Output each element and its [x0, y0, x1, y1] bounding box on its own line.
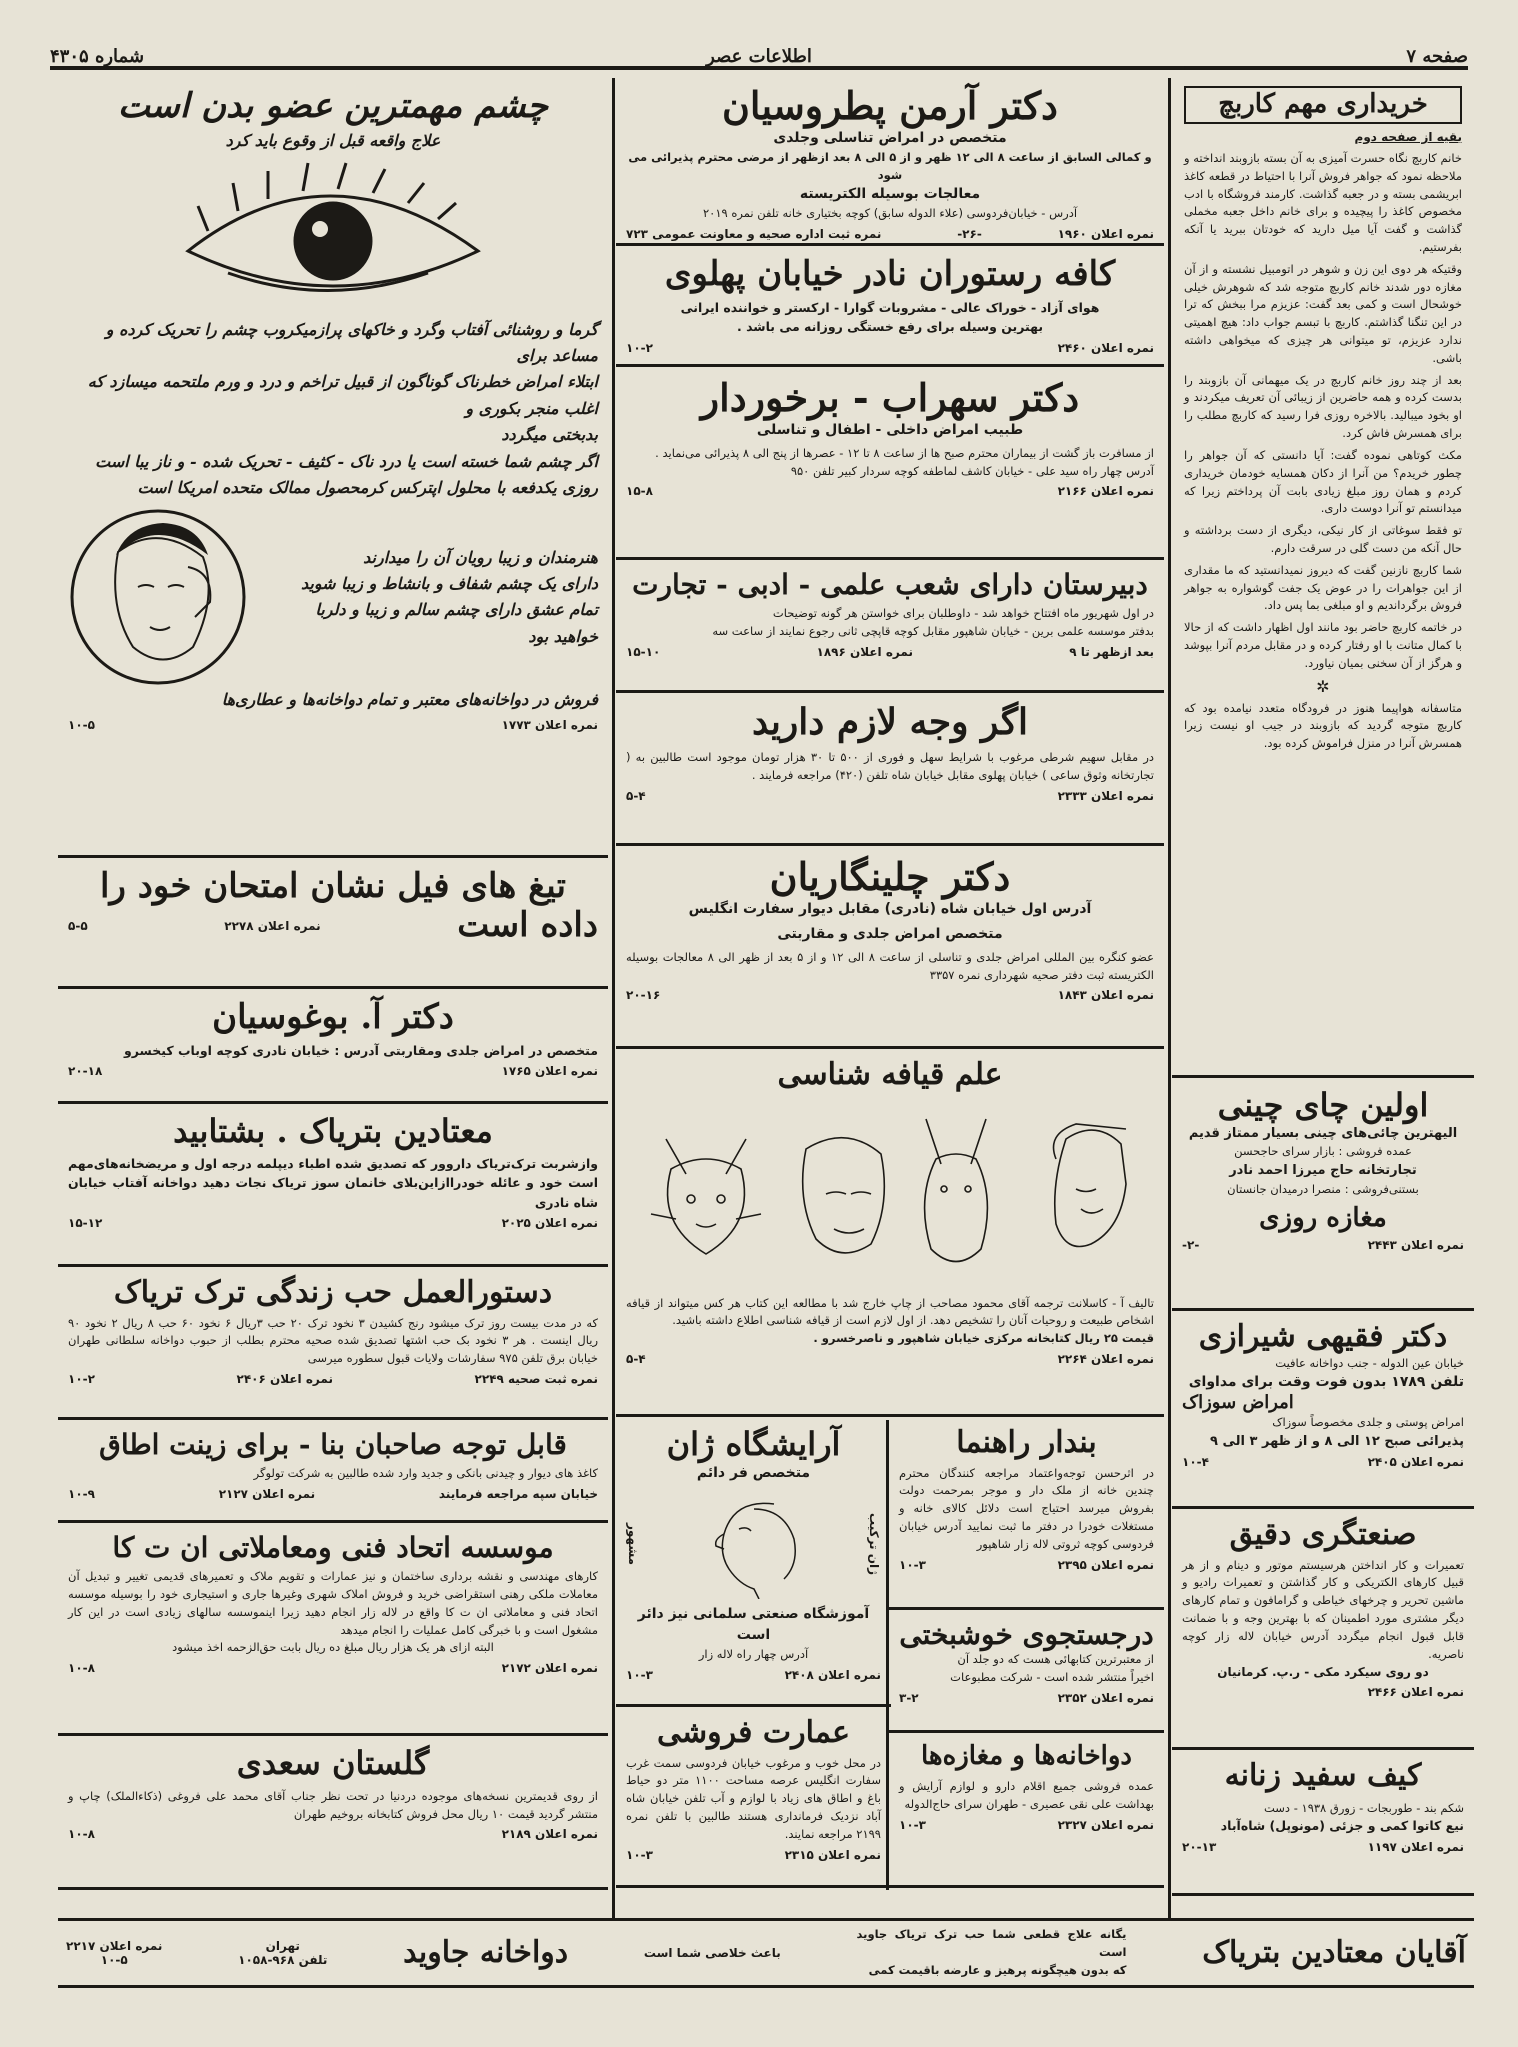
school-line: در اول شهریور ماه افتتاح خواهد شد - داوطلبان برای خواستن هر گونه توضیحات — [772, 606, 1154, 621]
ad-code: ۱۰-۳ — [899, 1817, 926, 1832]
salon-vertical-text: مشهور — [626, 1522, 640, 1565]
decor-line: خیابان سپه مراجعه فرمایند — [438, 1487, 598, 1501]
ad-code: ۱۰-۲ — [626, 340, 653, 355]
story-paragraph: تو فقط سوغاتی از کار نیکی، دیگری از دست برداشته و حال آنکه من دست گلی در سرقت دارم. — [1184, 523, 1462, 555]
footer-line: یگانه علاج قطعی شما حب ترک تریاک جاوید است — [856, 1927, 1127, 1960]
eye-line: بدبختی میگردد — [501, 425, 598, 445]
ad-code: ۵-۴ — [626, 1351, 646, 1366]
ad-code: ۱۰-۸ — [68, 1827, 95, 1842]
footer-meta — [66, 1939, 162, 1967]
page-number: صفحه ۷ — [1406, 46, 1468, 67]
union-text: کارهای مهندسی و نقشه برداری ساختمان و نیز عمارات و تقویم ملاک و تعمیرهای قدیمی تغییر و تبدیل آن معاملات ملکی رهنی استقراضی خرید و فروش املاک شهری وغیرها جاری و استیجاری خود را بوسیله موسسه اتحاد فنی و معاملاتی ان ت کا واقع در لاله زار انجام دهید زیرا اینموسسه سالهای زیادی است در این کار مشغول است و با خبرگی کامل عملیات را انجام میدهد — [68, 1569, 598, 1637]
middle-column — [616, 78, 1164, 2047]
tea-line: تجارتخانه حاج میرزا احمد نادر — [1229, 1163, 1417, 1179]
ad-code: ۱۵-۱۲ — [68, 1215, 103, 1230]
physiognomy-title: علم قیافه شناسی — [777, 1057, 1003, 1092]
eye-lower-text — [254, 545, 598, 651]
salon-illustration — [626, 1484, 881, 1604]
opium-text: وازشربت ترک‌تریاک داروور که تصدیق شده اطباء دیپلمه درجه اول و مریضخانه‌های‌مهم است خود و عائله خودراازاین‌بلای خانمان سوز تریاک نجات دهید دواخانه آفتاب خیابان شاه نادری — [68, 1155, 598, 1210]
ad-number: نمره اعلان ۲۱۷۲ — [501, 1661, 598, 1676]
opium-title: معتادین بتریاک . بشتابید — [173, 1112, 493, 1150]
student-line: اخیراً منتشر شده است - شرکت مطبوعات — [950, 1670, 1154, 1684]
story-paragraph: متاسفانه هواپیما هنوز در فرودگاه متعدد نیامده بود که کاربچ متوجه گردید که بازوبند در جیب او نیست زیرا همسرش آنرا در منزل فراموش کرده بود. — [1184, 700, 1462, 751]
eye-line: هنرمندان و زیبا رویان آن را میدارند — [363, 547, 598, 567]
faghihi-line: تلفن ۱۷۸۹ بدون فوت وقت برای مداوای — [1188, 1374, 1464, 1391]
chalengarian-text: عضو کنگره بین المللی امراض جلدی و تناسلی از ساعت ۸ الی ۱۲ و از ۵ بعد از ظهر الی ۸ معالجات بوسیله الکتریسته ثبت دفتر صحیه شهرداری نمره ۳۳۵۷ — [626, 949, 1154, 982]
tea-ad — [1172, 1081, 1474, 1311]
ad-code: ۲۰-۱۶ — [626, 988, 661, 1003]
union-title: موسسه اتحاد فنی ومعاملاتی ان ت کا — [112, 1531, 554, 1564]
chalengarian-address: آدرس اول خیابان شاه (نادری) مقابل دیوار سفارت انگلیس — [688, 900, 1092, 917]
ad-number: نمره اعلان ۲۴۶۰ — [1057, 340, 1154, 355]
sohrab-line: از مسافرت باز گشت از بیماران محترم صبح ها از ساعت ۸ تا ۱۲ - عصرها از پنج الی ۸ پذیرائی می‌نماید . — [655, 445, 1154, 460]
armen-reg: نمره ثبت اداره صحیه و معاونت عمومی ۷۲۳ — [626, 227, 882, 242]
cat-face-icon — [651, 1139, 761, 1254]
ad-number: نمره اعلان ۲۳۲۷ — [1057, 1817, 1154, 1832]
building-text: در محل خوب و مرغوب خیابان فردوسی سمت غرب سفارت انگلیس عرصه مساحت ۱۱۰۰ متر دو حیاط باغ و اطاق های زیاد با لوازم و آب تلفن خیابان شاه آباد نزدیک فرمانداری هستند طالبین با تلفن نمره ۲۱۹۹ مراجعه نمایند. — [626, 1755, 881, 1841]
woman-portrait-icon — [68, 507, 248, 687]
story-paragraph: در خاتمه کاربچ حاضر بود مانند اول اظهار داشت که از حالا با کمال متانت با او رفتار کرده و در مقابل مردم آنرا بپوشد و هرگز از آن سخنی بمیان نیاورد. — [1184, 620, 1462, 670]
bandar-text: در اثرحسن توجه‌واعتماد مراجعه کنندگان محترم چندین خانه از ملک دار و موجر بمرحمت دولت بفروش میرسد احتیاج است دلائل کالای خانه و مستغلات خودرا در دفتر ما ثبت نمایید آدرس خیابان فردوسی کوچه ثروتی لاله زار شاهپور — [899, 1465, 1154, 1551]
column-rule — [1168, 78, 1171, 1918]
column-rule — [612, 78, 615, 1918]
right-column — [1172, 78, 1474, 2047]
ad-number: نمره اعلان ۲۲۱۷ — [66, 1939, 163, 1953]
soldier-face-icon — [1054, 1124, 1127, 1247]
armen-address: آدرس - خیابان‌فردوسی (علاء الدوله سابق) کوچه بختیاری خانه تلفن نمره ۲۰۱۹ — [702, 206, 1078, 221]
school-ad — [616, 563, 1164, 693]
student-ad — [889, 1613, 1164, 1733]
ad-number: نمره اعلان ۲۰۲۵ — [501, 1215, 598, 1230]
faghihi-line: امراض پوستی و جلدی مخصوصاً سوزاک — [1272, 1415, 1464, 1429]
chalengarian-title: دکتر چلینگاریان — [769, 854, 1011, 899]
armen-ad — [616, 78, 1164, 246]
blades-ad — [58, 861, 608, 989]
story-title: خریداری مهم کاربچ — [1184, 86, 1462, 124]
bag-ad — [1172, 1753, 1474, 1896]
eye-line: ابتلاء امراض خطرناک گوناگون از قبیل تراخم و درد و ورم ملتحمه میسازد که اغلب منجر بکوری و — [87, 372, 598, 418]
ad-number: نمره اعلان ۲۴۰۶ — [236, 1371, 333, 1386]
ad-code: ۲۰-۱۸ — [68, 1064, 103, 1079]
pharmacy-ad — [889, 1736, 1164, 1888]
footer-ad — [58, 1918, 1474, 1988]
ad-number: نمره اعلان ۲۱۸۹ — [501, 1827, 598, 1842]
story-paragraph: خانم کاربچ نگاه حسرت آمیزی به آن بسته بازوبند انداخته و ملاحظه نمود که جواهر فروش آنرا با احتیاط در قطعه کاغذ ابریشمی بسته و در جعبه گذاشت. کارمند فروشگاه با ادب مخصوص کاغذ را پیچیده و برای خانم داخل جعبه مخملی گذاشت و گفت آیا میل دارید که خودتان ببرید یا آنکه بفرستیم. — [1184, 150, 1462, 254]
blades-title-2: داده است — [457, 905, 598, 946]
ad-number: نمره اعلان ۱۸۹۶ — [816, 644, 913, 659]
ad-number: نمره اعلان ۲۳۹۵ — [1057, 1557, 1154, 1572]
eye-ad — [58, 78, 608, 858]
ad-code: ۱۰-۴ — [1182, 1455, 1209, 1470]
ad-number: نمره اعلان ۲۳۳۳ — [1057, 789, 1154, 804]
money-title: اگر وجه لازم دارید — [751, 701, 1029, 743]
footer-text — [856, 1926, 1126, 1979]
ad-number: نمره اعلان ۱۷۷۳ — [501, 717, 598, 732]
ad-code: -۲۶- — [957, 227, 982, 242]
star-divider-icon: ✲ — [1316, 676, 1330, 696]
eye-line: روزی یکدفعه با محلول اپترکس کرمحصول ممالک متحده امریکا است — [137, 477, 598, 497]
faghihi-title: دکتر فقیهی شیرازی — [1198, 1319, 1448, 1354]
eye-line: تمام عشق دارای چشم سالم و زیبا و دلربا — [315, 600, 598, 620]
ad-number: نمره اعلان ۲۱۶۶ — [1057, 484, 1154, 499]
decor-title: قابل توجه صاحبان بنا - برای زینت اطاق — [99, 1428, 567, 1461]
man-face-icon — [803, 1137, 885, 1252]
salon-line: آموزشگاه صنعتی سلمانی نیز دائر است — [637, 1605, 870, 1643]
sohrab-subtitle: طبیب امراض داخلی - اطفال و تناسلی — [756, 421, 1024, 438]
story-box — [1172, 78, 1474, 1078]
pharmacy-title: دواخانه‌ها و مغازه‌ها — [920, 1741, 1133, 1771]
boghosian-ad — [58, 992, 608, 1104]
recipe-ad — [58, 1270, 608, 1420]
money-ad — [616, 696, 1164, 846]
golestan-text: از روی قدیمترین نسخه‌های موجوده دردنیا در تحت نظر جناب آقای محمد علی فروغی (ذکاءالملک) چاپ و منتشر گردید قیمت ۱۰ ریال محل فروش کتابخانه بروخیم طهران — [68, 1788, 598, 1821]
salon-title: آرایشگاه ژان — [666, 1425, 841, 1463]
footer-city: تهران — [265, 1939, 300, 1953]
split-area — [616, 1420, 1164, 1890]
union-footnote: البته ازای هر یک هزار ریال مبلغ ده ریال بابت حق‌الزحمه اخذ میشود — [172, 1640, 494, 1655]
ad-code: ۱۵-۱۰ — [626, 644, 661, 659]
clock-text: تعمیرات و کار انداختن هرسیستم موتور و دینام و از هر قبیل کارهای الکتریکی و کار گذاشتن و تعمیرات رادیو و ماشین تحریر و چرخهای خیاطی و گرامافون و تمام کارهای دیگر مشتری مورد اطمینان که با بهترین وجه و با ضمانت قابل قبول انجام میگردد آدرس خیابان لاله زار کوچه ناصریه. — [1182, 1557, 1464, 1661]
ad-number: نمره اعلان ۲۴۰۵ — [1367, 1455, 1464, 1470]
footer-contact — [238, 1939, 327, 1967]
ad-number: نمره اعلان ۱۱۹۷ — [1367, 1840, 1464, 1855]
story-paragraph: مکث کوتاهی نموده گفت: آیا دانستی که آن جواهر را چطور خریدم؟ من آنرا از دکان همسایه خودمان خریداری کردم و همان روز مبلغ زیادی بابت آن پرداختم زیرا که میدانستم تو آنرا دوست داری. — [1184, 447, 1462, 516]
physiognomy-ad — [616, 1052, 1164, 1417]
ad-number: نمره اعلان ۲۱۲۷ — [218, 1487, 316, 1501]
eye-line: فروش در دواخانه‌های معتبر و تمام دواخانه‌ها و عطاری‌ها — [221, 690, 598, 710]
registration-number: نمره ثبت صحیه ۲۲۴۹ — [474, 1371, 598, 1386]
tea-title: اولین چای چینی — [1217, 1086, 1429, 1124]
eye-line: اگر چشم شما خسته است یا درد ناک - کثیف - تحریک شده - و ناز یبا است — [95, 451, 598, 471]
salon-vertical-text: ژان ترکیب — [867, 1512, 881, 1575]
ad-number: نمره اعلان ۱۷۶۵ — [501, 1064, 598, 1079]
physiognomy-store: قیمت ۲۵ ریال کتابخانه مرکزی خیابان شاهپور و ناصرخسرو . — [813, 1331, 1154, 1346]
footer-line: باعث خلاصی شما است — [643, 1946, 781, 1960]
student-title: درجستجوی خوشبختی — [899, 1618, 1154, 1651]
ad-code: ۱۰-۲ — [68, 1371, 95, 1386]
ad-code: ۵-۵ — [68, 918, 88, 933]
bag-line: شکم بند - طوربجات - زورق ۱۹۳۸ - دست — [1264, 1800, 1464, 1815]
eye-line: گرما و روشنائی آفتاب وگرد و خاکهای پرازمیکروب چشم را تحریک کرده و مساعد برای — [105, 319, 598, 365]
ad-code: ۱۰-۸ — [68, 1661, 95, 1676]
ad-code: ۱۰-۵ — [100, 1953, 128, 1967]
ad-number: نمره اعلان ۲۴۴۳ — [1367, 1238, 1464, 1253]
ad-number: نمره اعلان ۱۹۶۰ — [1057, 227, 1154, 242]
money-text: در مقابل سهیم شرطی مرغوب با شرایط سهل و فوری از ۵۰۰ تا ۳۰ هزار تومان موجود است طالبین به ( تجارتخانه وثوق ساعی ) خیابان پهلوی مقابل خیابان شاه تلفن (۴۲۰) مراجعه فرمایند . — [626, 750, 1155, 783]
ad-code: ۱۰-۵ — [68, 717, 95, 732]
clock-ad — [1172, 1512, 1474, 1750]
recipe-title: دستورالعمل حب زندگی ترک تریاک — [113, 1275, 553, 1310]
salon-line: آدرس چهار راه لاله زار — [698, 1646, 809, 1661]
ad-code: ۱۰-۳ — [626, 1667, 653, 1682]
ad-number: نمره اعلان ۱۸۴۳ — [1057, 988, 1154, 1003]
sohrab-address: آدرس چهار راه سید علی - خیابان کاشف لماطفه کوچه سردار کبیر تلفن ۹۵۰ — [790, 463, 1154, 478]
boghosian-title: دکتر آ. بوغوسیان — [212, 997, 454, 1037]
paper-name: اطلاعات عصر — [706, 46, 812, 67]
boghosian-text: متخصص در امراض جلدی ومقاربتی آدرس : خیابان نادری کوچه اوباب کیخسرو — [123, 1043, 598, 1059]
ad-number: نمره اعلان ۲۳۱۵ — [784, 1847, 881, 1862]
bandar-ad — [889, 1420, 1164, 1610]
eye-subtitle: علاج واقعه قبل از وقوع باید کرد — [225, 131, 441, 151]
armen-line: و کمالی السابق از ساعت ۸ الی ۱۲ ظهر و از ۵ الی ۸ بعد ازظهر از مرضی محترم پذیرائی می شود — [628, 149, 1152, 182]
eye-illustration — [168, 161, 498, 311]
building-ad — [616, 1710, 891, 1888]
building-title: عمارت فروشی — [656, 1715, 851, 1750]
salon-subtitle: متخصص فر دائم — [696, 1464, 811, 1481]
ad-number: نمره اعلان ۲۲۷۸ — [224, 918, 321, 933]
eye-lower — [68, 507, 598, 687]
salon-ad — [616, 1420, 891, 1707]
ad-number: نمره اعلان ۲۴۶۶ — [1367, 1685, 1464, 1700]
footer-pharmacy-name: دواخانه جاوید — [403, 1934, 569, 1970]
armen-subtitle: متخصص در امراض تناسلی وجلدی — [773, 129, 1007, 146]
ad-number: نمره اعلان ۲۳۵۲ — [1057, 1690, 1154, 1705]
woman-profile-icon — [694, 1489, 814, 1599]
tea-subtitle: الیهترین چائی‌های چینی بسیار ممتاز قدیم — [1188, 1125, 1458, 1141]
decor-ad — [58, 1423, 608, 1523]
footer-phone: تلفن ۹۶۸-۱۰۵۸ — [238, 1953, 328, 1967]
story-paragraph: شما کاربچ نازنین گفت که دیروز نمیدانستید که ما مقداری از این جواهرات را در عوض یک جفت گوشواره به جواهر فروش برگرداندیم و او مبلغی بما پس داد. — [1184, 562, 1462, 613]
ad-number: نمره اعلان ۲۲۶۴ — [1057, 1351, 1154, 1366]
golestan-title: گلستان سعدی — [236, 1744, 430, 1782]
student-line: از معتبرترین کتابهائی هست که دو جلد آن — [957, 1652, 1154, 1667]
school-line: بدفتر موسسه علمی برین - خیابان شاهپور مقابل کوچه قاپچی ثانی رجوع نمایند از ساعت سه — [712, 624, 1154, 638]
faghihi-ad — [1172, 1314, 1474, 1509]
faghihi-line: خیابان عین الدوله - جنب دواخانه عافیت — [1275, 1355, 1464, 1370]
sohrab-title: دکتر سهراب - برخوردار — [700, 375, 1080, 420]
eye-title: چشم مهمترین عضو بدن است — [117, 86, 549, 126]
recipe-text: که در مدت بیست روز ترک میشود رنج کشیدن ۳ نخود ترک ۲۰ حب ۳ریال ۶ نخود ۶۰ حب ۸ ریال ۲ نخود ۹۰ ریال اینست . هر ۳ نخود بک حب اشتها تصدیق شده صحیه محترم بطلب از حبوب دواخانه سلطانی طهران خیابان برق تلفن ۹۷۵ سفارشات ولایات قبول سطوره میرسی — [68, 1315, 599, 1366]
chalengarian-ad — [616, 849, 1164, 1049]
union-ad — [58, 1526, 608, 1736]
ad-code: ۳-۲ — [899, 1690, 919, 1705]
school-hours: بعد ازظهر تا ۹ — [1069, 644, 1154, 659]
ad-code: ۱۰-۹ — [68, 1487, 95, 1501]
story-paragraph: وقتیکه هر دوی این زن و شوهر در اتومبیل نشسته و از آن مغازه دور شدند خانم کاربچ متوجه شد که شوهرش خیلی خوشحال است و کمی بعد گفت: عزیزم مرا ببخش که ترا در این تنگنا گذاشتم. کاربچ با تبسم جواب داد: هیچ اهمیتی ندارد عزیزم، تو میتوانی هر چیزی که میخواهی داشته باشی. — [1184, 261, 1462, 365]
chalengarian-subtitle: متخصص امراض جلدی و مقاربتی — [777, 925, 1003, 942]
cafe-line: هوای آزاد - خوراک عالی - مشروبات گوارا - ارکستر و خواننده ایرانی — [680, 300, 1100, 316]
opium-ad — [58, 1107, 608, 1267]
ad-code: ۲۰-۱۳ — [1182, 1840, 1217, 1855]
ad-code: ۱۰-۳ — [899, 1557, 926, 1572]
cafe-title: کافه رستوران نادر خیابان پهلوی — [664, 254, 1116, 294]
issue-number: شماره ۴۳۰۵ — [50, 46, 145, 67]
left-column — [58, 78, 608, 2047]
ad-code: ۱۵-۸ — [626, 484, 653, 499]
school-title: دبیرستان دارای شعب علمی - ادبی - تجارت — [632, 568, 1148, 601]
ad-code: ۵-۴ — [626, 789, 646, 804]
clock-signature: دو روی سیکرد مکی - ر.پ. کرمانیان — [1217, 1665, 1429, 1680]
tea-line: بستنی‌فروشی : منصرا درمیدان جانستان — [1227, 1181, 1419, 1196]
armen-line: معالجات بوسیله الکتریسته — [799, 186, 981, 203]
bandar-title: بندار راهنما — [956, 1425, 1097, 1460]
armen-title: دکتر آرمن پطروسیان — [722, 83, 1058, 128]
ad-number: نمره اعلان ۲۴۰۸ — [784, 1667, 881, 1682]
tea-shop-name: مغازه روزی — [1259, 1203, 1387, 1234]
eye-line: خواهید بود — [528, 626, 598, 646]
faghihi-line: امراض سوزاک — [1182, 1392, 1294, 1414]
footer-title: آقایان معتادین بتریاک — [1202, 1934, 1466, 1970]
cafe-ad — [616, 249, 1164, 367]
faces-illustration — [626, 1099, 1154, 1289]
blades-title: تیغ های فیل نشان امتحان خود را — [100, 866, 566, 906]
sohrab-ad — [616, 370, 1164, 560]
physiognomy-text: تالیف آ - کاسلانت ترجمه آقای محمود مصاحب از چاپ خارج شد با مطالعه این کتاب هر کس میتواند از قیافه اشخاص طبیعت و روحیات آنان را تشخیص دهد. از اول لازم است از قیافه شناسی اطلاع داشته باشید. — [626, 1295, 1154, 1328]
ad-code: ۱۰-۳ — [626, 1847, 653, 1862]
blades-row — [68, 906, 598, 945]
bag-title: کیف سفید زنانه — [1224, 1758, 1422, 1793]
faghihi-hours: پذیرائی صبح ۱۲ الی ۸ و از ظهر ۳ الی ۹ — [1210, 1433, 1464, 1449]
bag-line: نیع کاتوا کمی و جزئی (مونوپل) شاه‌آباد — [1220, 1818, 1464, 1834]
clock-title: صنعتگری دقیق — [1229, 1517, 1417, 1552]
eye-line: دارای یک چشم شفاف و بانشاط و زیبا شوید — [301, 573, 598, 593]
cafe-line: بهترین وسیله برای رفع خستگی روزانه می باشد . — [736, 319, 1044, 335]
tea-line: عمده فروشی : بازار سرای حاجحسن — [1234, 1144, 1412, 1159]
pharmacy-text: عمده فروشی جمیع اقلام دارو و لوازم آرایش و بهداشت علی نقی عصیری - طهران سرای حاج‌الدوله — [899, 1778, 1154, 1811]
page-header — [50, 46, 1468, 70]
ad-code: -۲- — [1182, 1238, 1200, 1253]
story-paragraph: بعد از چند روز خانم کاربچ در یک میهمانی آن بازوبند را بدست کرده و همه حاضرین از زیبائی آن تعریف میکردند و او بخود میبالید. بالاخره روزی فرا رسید که کاربچ مطلب را برای همسرش فاش کرد. — [1184, 372, 1462, 441]
golestan-ad — [58, 1739, 608, 1890]
donkey-head-icon — [925, 1119, 988, 1262]
footer-line: که بدون هیچگونه پرهیز و عارضه باقیمت کمی — [868, 1962, 1127, 1977]
story-continuation: بقیه از صفحه دوم — [1354, 129, 1462, 144]
decor-line: کاغذ های دیوار و چیدنی بانکی و جدید وارد شده طالبین به شرکت تولوگر — [253, 1466, 598, 1481]
